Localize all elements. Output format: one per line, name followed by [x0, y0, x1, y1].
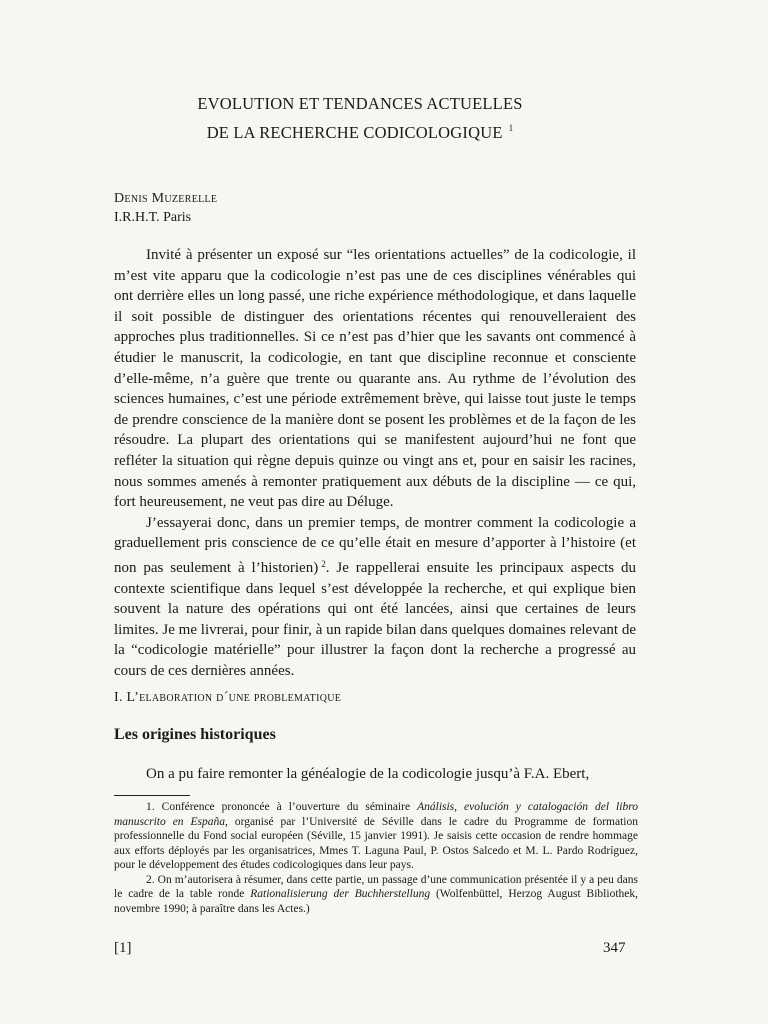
paragraph-3: On a pu faire remonter la généalogie de la codicologie jusqu’à F.A. Ebert,: [146, 766, 590, 782]
paragraph-2-part-2: . Je rappellerai ensuite les principaux aspects du contexte scientifique dans lequel s’est développée la recherche, et qui explique bien souvent la nature des opérations qui ont été lancées, ainsi que certaines de leurs limites. Je me livrerai, pour finir, à un rapide bilan dans quelques domaines relevant de la “codicologie matérielle” pour illustrer la façon dont la recherche a progressé au cours de ces dernières années.: [114, 559, 636, 679]
article-title: [0, 92, 720, 145]
title-footnote-ref: 1: [508, 123, 514, 133]
author-block: [114, 189, 217, 227]
footnote-2: [114, 873, 638, 917]
footnote-divider: [114, 795, 190, 796]
paragraph-2-part-1: J’essayerai donc, dans un premier temps, de montrer comment la codicologie a graduellement pris conscience de ce qu’elle était en mesure d’apporter à l’histoire (et non pas seulement à l’historien): [114, 514, 636, 576]
author-name: Denis Muzerelle: [114, 191, 218, 206]
footnote-2-part-2: (Wolfenbüttel, Herzog August Bibliothek, novembre 1990; à paraître dans les Actes.): [114, 888, 638, 915]
footnote-1: [114, 800, 638, 873]
subsection-heading: Les origines historiques: [114, 726, 276, 743]
title-line-1: EVOLUTION ET TENDANCES ACTUELLES: [197, 94, 523, 113]
footnotes: [114, 800, 638, 916]
section-heading: I. L’elaboration d´une problematique: [114, 690, 342, 705]
footnote-2-title: Rationalisierung der Buchherstellung: [250, 888, 431, 900]
footnote-ref-2: 2: [321, 558, 326, 569]
paragraph-1: Invité à présenter un exposé sur “les orientations actuelles” de la codicologie, il m’est vite apparu que la codicologie n’est pas une de ces disciplines vénérables qui ont derrière elles un long passé, une riche expérience méthodologique, et dans laquelle il soit possible de distinguer des orientations récentes qui renouvelleraient des approches plus traditionnelles. Si ce n’est pas d’hier que les savants ont commencé à étudier le manuscrit, la codicologie, en tant que discipline reconnue et consciente d’elle-même, n’a guère que trente ou quarante ans. Au rythme de l’évolution des sciences humaines, c’est une période extrêmement brève, qui laisse tout juste le temps de prendre conscience de la manière dont se posent les problèmes et de la façon de les résoudre. La plupart des orientations qui se manifestent aujourd’hui ne font que refléter la situation qui règne depuis quinze ou vingt ans et, pour en saisir les racines, nous sommes amenés à remonter pratiquement aux débuts de la discipline — ce qui, fort heureusement, ne veut pas dire au Déluge.: [114, 247, 636, 511]
footnote-1-part-2: , organisé par l’Université de Séville dans le cadre du Programme de formation professionnelle du Fond social européen (Séville, 15 janvier 1991). Je saisis cette occasion de rendre hommage aux efforts déployés par les organisatrices, Mmes T. Laguna Paul, P. Ostos Salcedo et M. L. Pardo Rodríguez, pour le développement des études codicologiques dans leur pays.: [114, 815, 638, 871]
paragraph-2: [114, 513, 636, 682]
body-text: [114, 245, 636, 681]
title-line-2: [0, 116, 720, 145]
page-number: 347: [603, 940, 626, 956]
page-marker: [1]: [114, 940, 132, 956]
footnote-2-part-1: 2. On m’autorisera à résumer, dans cette partie, un passage d’une communication présentée il y a peu dans le cadre de la table ronde: [114, 873, 638, 900]
author-affiliation: I.R.H.T. Paris: [114, 210, 192, 225]
footnote-1-part-1: 1. Conférence prononcée à l’ouverture du séminaire: [146, 801, 418, 813]
title-line-2-text: DE LA RECHERCHE CODICOLOGIQUE: [206, 123, 503, 142]
footnote-1-title: Análisis, evolución y catalogación del libro manuscrito en España: [114, 801, 638, 828]
